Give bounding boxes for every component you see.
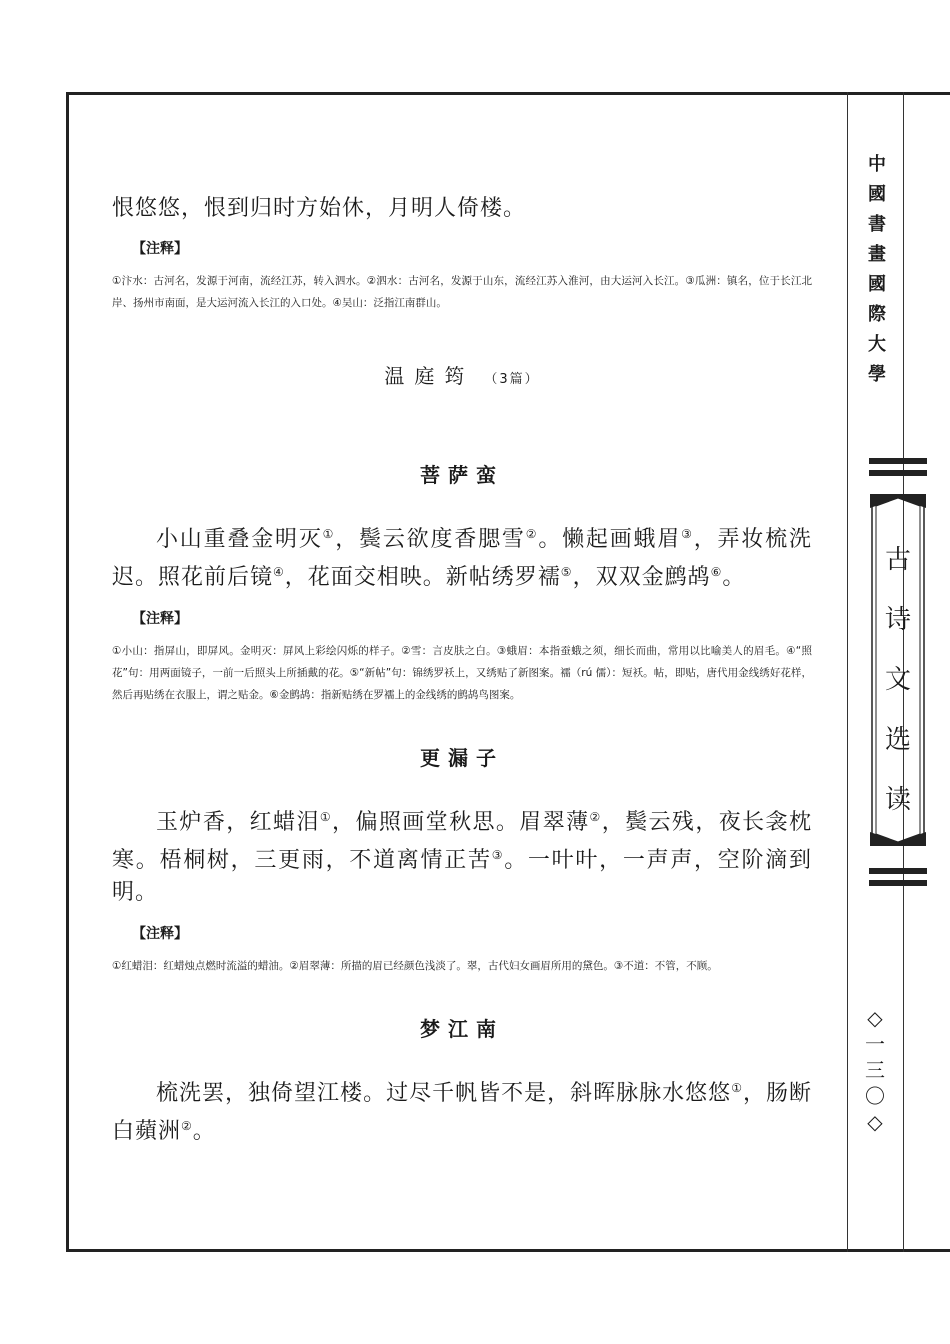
side-title-char: 國 (868, 184, 886, 205)
side-title-char: 國 (868, 274, 886, 295)
page-number-char: 三 (865, 1058, 885, 1082)
note-text: ①小山：指屏山，即屏风。金明灭：屏风上彩绘闪烁的样子。②雪：言皮肤之白。③蛾眉：本指蚕蛾之须，细长而曲，常用以比喻美人的眉毛。④“照花”句：用两面镜子，一前一后照头上所插戴的花。⑤“新帖”句：锦绣罗袄上，又绣贴了新图案。襦（rú 儒）：短袄。帖，即贴，唐代用金线绣好花样，然后再贴绣在衣服上，谓之贴金。⑥金鹧鸪：指新贴绣在罗襦上的金线绣的鹧鸪鸟图案。 (112, 645, 812, 701)
page-number-char: 〇 (865, 1084, 885, 1108)
side-title-char: 畫 (868, 244, 886, 265)
cartouche-bottom-bar (869, 868, 927, 874)
note-marker: ⑥ (710, 565, 723, 579)
page-number-char: 一 (865, 1032, 885, 1056)
book-title-char: 读 (884, 785, 911, 815)
page-number-char: ◇ (867, 1006, 883, 1030)
note-marker: ② (589, 810, 602, 824)
note-text: ①红蜡泪：红蜡烛点燃时流溢的蜡油。②眉翠薄：所描的眉已经颜色浅淡了。翠，古代妇女画眉所用的黛色。③不道：不管，不顾。 (112, 960, 718, 972)
cartouche-top-bar (869, 458, 927, 464)
university-name-vertical (860, 150, 894, 390)
note-marker: ⑤ (560, 565, 573, 579)
page-content (112, 190, 812, 1148)
note-marker: ② (181, 1119, 193, 1133)
poem-title: 菩萨蛮 (420, 463, 504, 487)
side-title-char: 際 (868, 304, 886, 325)
book-title-char: 文 (884, 665, 911, 695)
note-marker: ④ (273, 565, 285, 579)
note-marker: ① (322, 527, 336, 541)
book-title-char: 古 (884, 545, 911, 575)
cartouche-top-bar-2 (869, 470, 927, 476)
book-title-vertical (862, 530, 934, 830)
poem-title: 梦江南 (420, 1017, 504, 1041)
frame-bottom-border (66, 1249, 950, 1252)
frame-top-border (66, 92, 950, 95)
note-marker: ③ (491, 848, 505, 862)
side-title-char: 書 (868, 214, 886, 235)
poem-body: 小山重叠金明灭①，鬓云欲度香腮雪②。懒起画蛾眉③，弄妆梳洗迟。照花前后镜④，花面交相映。新帖绣罗襦⑤，双双金鹧鸪⑥。 (112, 527, 812, 590)
note-marker: ③ (681, 527, 694, 541)
book-title-char: 选 (884, 725, 911, 755)
note-marker: ① (731, 1081, 743, 1095)
note-marker: ② (525, 527, 539, 541)
note-heading: 【注释】 (132, 926, 188, 942)
side-title-char: 中 (868, 154, 886, 175)
side-title-char: 學 (868, 364, 886, 385)
note-text: ①汴水：古河名，发源于河南，流经江苏，转入泗水。②泗水：古河名，发源于山东，流经江苏入淮河，由大运河入长江。③瓜洲：镇名，位于长江北岸、扬州市南面，是大运河流入长江的入口处。④吴山：泛指江南群山。 (112, 275, 812, 309)
note-marker: ① (319, 810, 333, 824)
margin-rule-outer (847, 92, 848, 1252)
note-heading: 【注释】 (132, 241, 188, 257)
poem-body: 梳洗罢，独倚望江楼。过尽千帆皆不是，斜晖脉脉水悠悠①，肠断白蘋洲②。 (112, 1081, 812, 1144)
poem-title: 更漏子 (420, 746, 504, 770)
author-heading (112, 360, 812, 389)
page-number-vertical (855, 1005, 895, 1135)
cartouche-bottom-bar-2 (869, 880, 927, 886)
note-heading: 【注释】 (132, 611, 188, 627)
poem-body: 玉炉香，红蜡泪①，偏照画堂秋思。眉翠薄②，鬓云残，夜长衾枕寒。梧桐树，三更雨，不道离情正苦③。一叶叶，一声声，空阶滴到明。 (112, 810, 812, 905)
poem-ending-line: 恨悠悠，恨到归时方始休，月明人倚楼。 (112, 196, 527, 221)
poem-count: （3篇） (484, 372, 540, 387)
book-title-char: 诗 (884, 605, 911, 635)
author-name: 温庭筠 (384, 364, 475, 388)
side-title-char: 大 (868, 334, 886, 355)
page-number-char: ◇ (867, 1110, 883, 1134)
frame-left-border (66, 92, 69, 1252)
